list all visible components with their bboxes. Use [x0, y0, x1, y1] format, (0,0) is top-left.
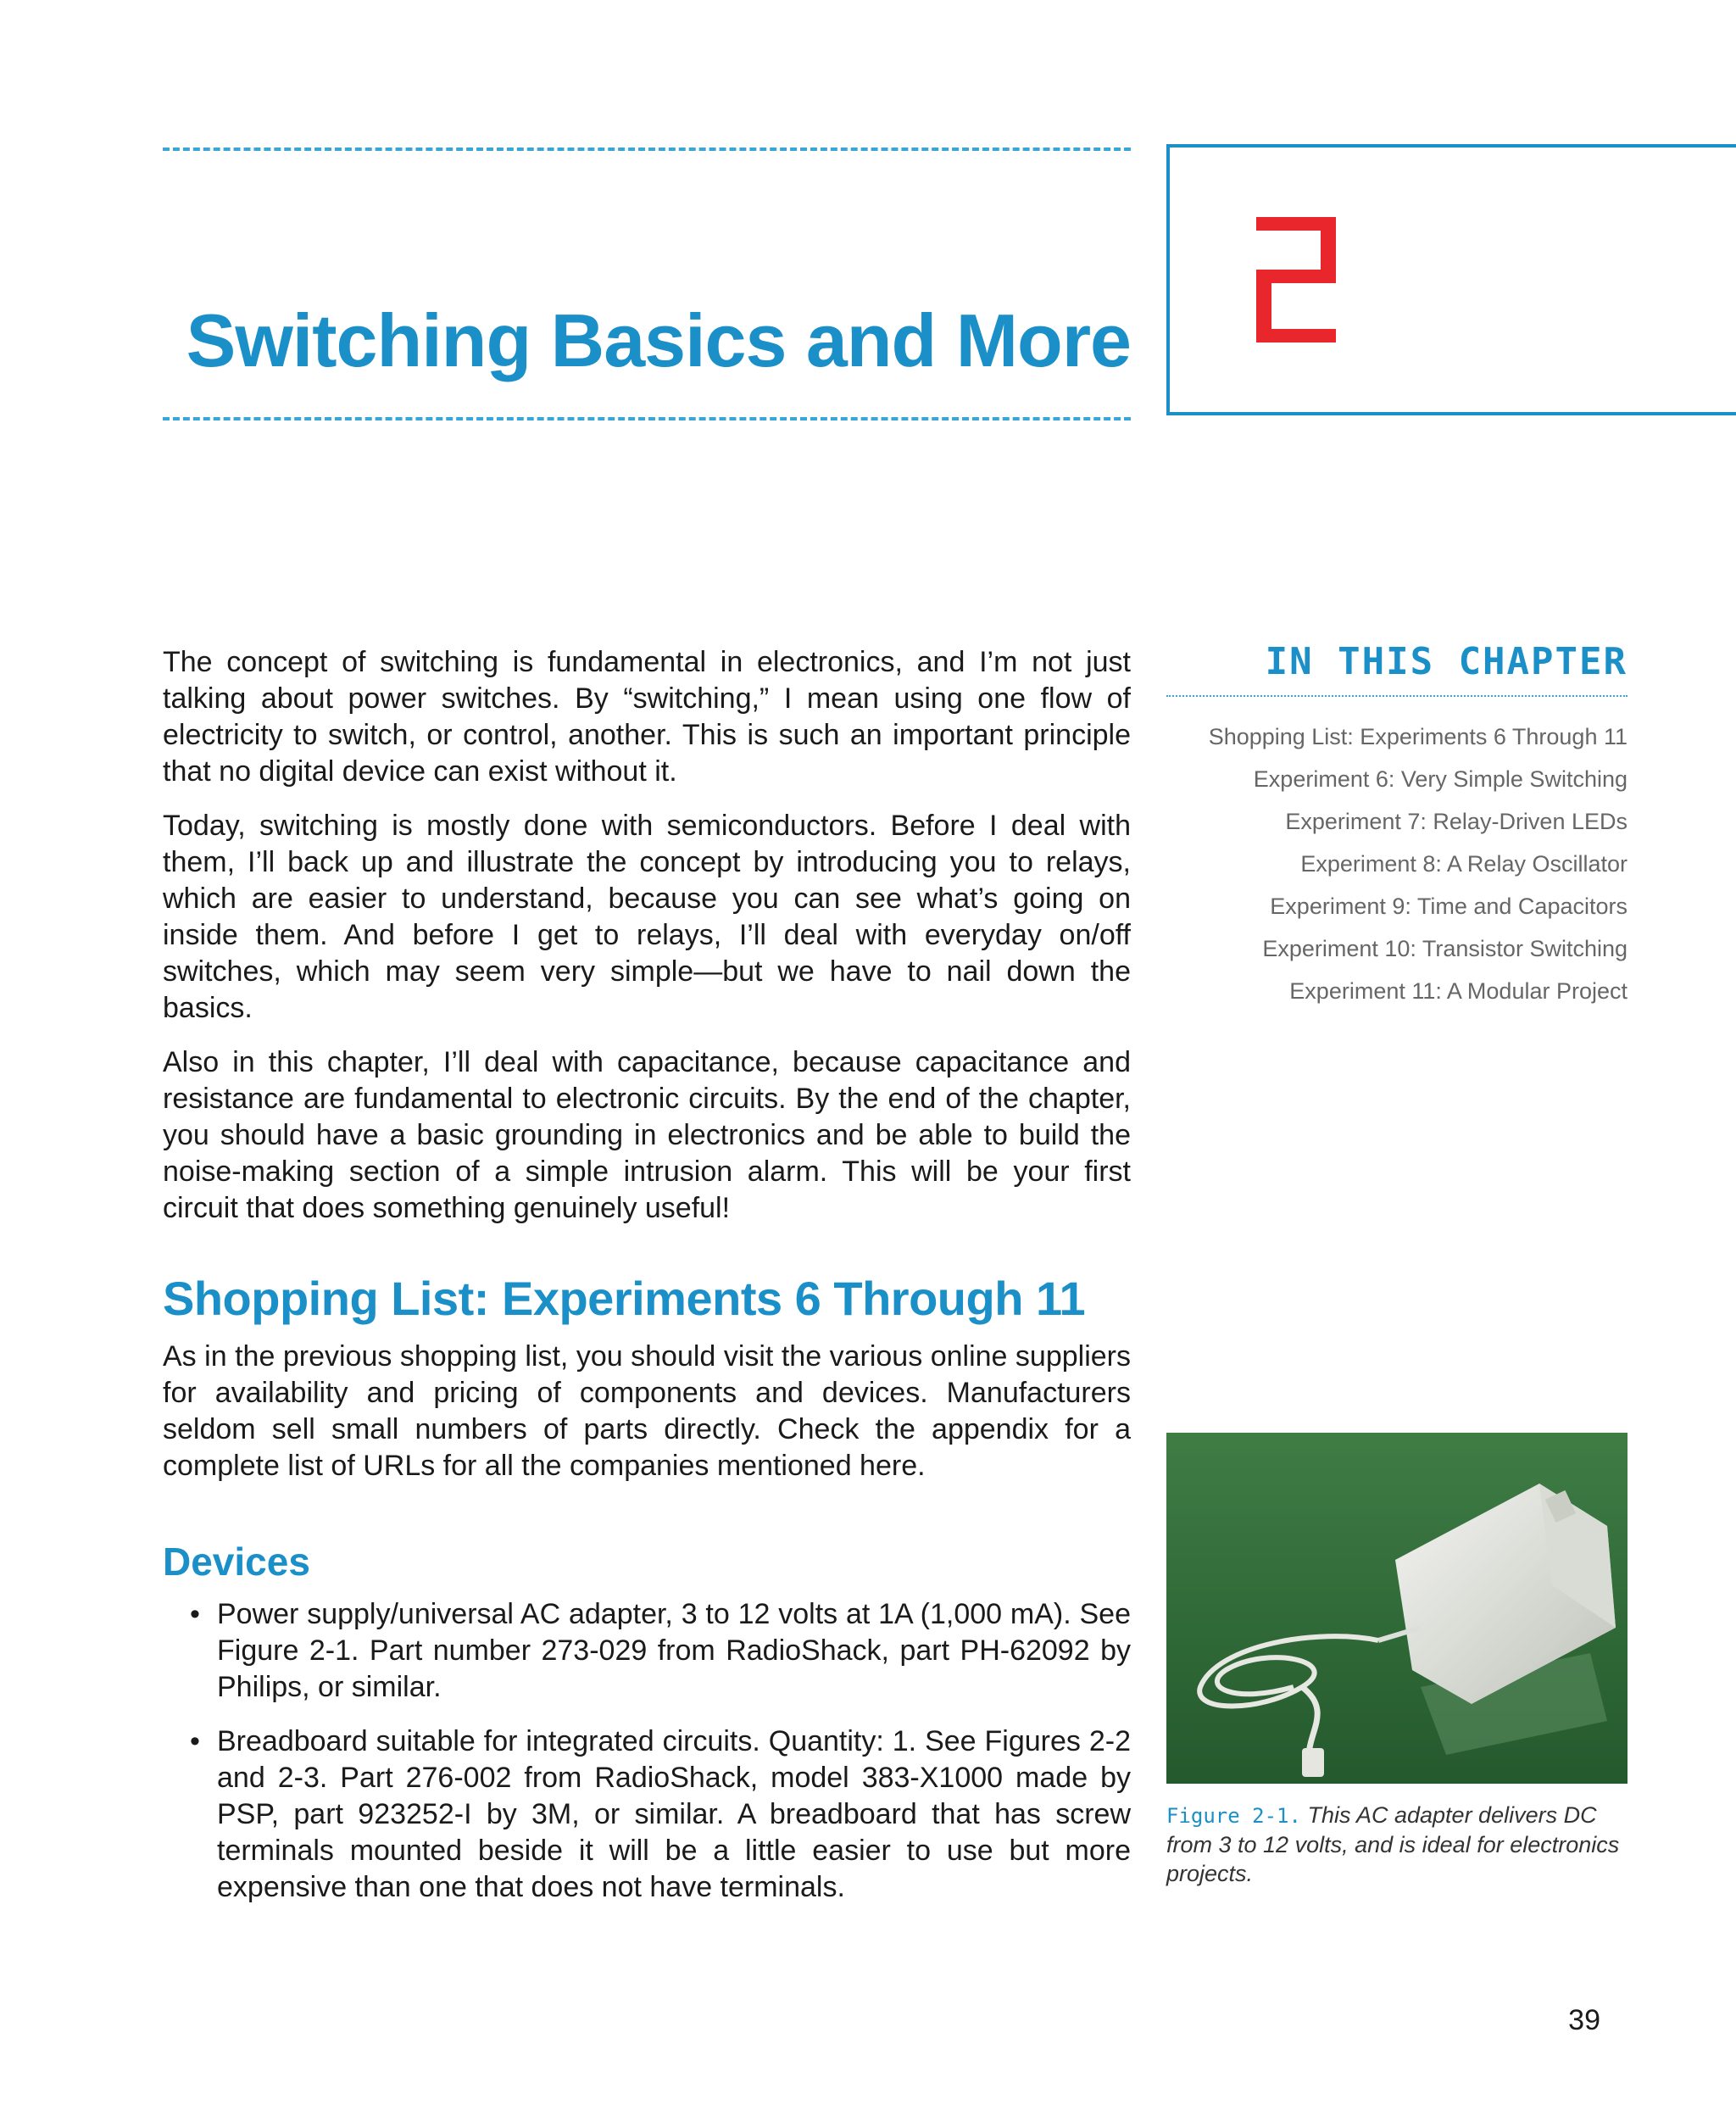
list-item-text: Power supply/universal AC adapter, 3 to 12 volts at 1A (1,000 mA). See Figure 2-1. Part number 273-029 from RadioShack, part PH-62092 by Philips, or similar. [217, 1598, 1131, 1703]
sidebar-item: Shopping List: Experiments 6 Through 11 [1208, 724, 1628, 749]
sidebar-item: Experiment 6: Very Simple Switching [1253, 766, 1628, 792]
chapter-number-digit [1256, 217, 1336, 342]
bullet: • [190, 1725, 200, 1757]
figure-ac-adapter-photo [1166, 1433, 1628, 1784]
bullet: • [190, 1598, 200, 1630]
chapter-title: Switching Basics and More [186, 298, 1131, 382]
main-text-column [163, 644, 1131, 1924]
intro-paragraph: Today, switching is mostly done with semiconductors. Before I deal with them, I’ll back up and illustrate the concept by introducing you to relays, which are easier to understand, because you can see what’s going on inside them. And before I get to relays, I’ll deal with everyday on/off switches, which may seem very simple—but we have to nail down the basics. [163, 810, 1131, 1024]
sidebar-list [1166, 716, 1628, 1012]
devices-list [163, 1596, 1131, 1906]
sidebar-item: Experiment 11: A Modular Project [1289, 978, 1628, 1004]
sidebar-item: Experiment 7: Relay-Driven LEDs [1285, 809, 1628, 834]
list-item-text: Breadboard suitable for integrated circuits. Quantity: 1. See Figures 2-2 and 2-3. Part 276-002 from RadioShack, model 383-X1000 made by PSP, part 923252-I by 3M, or similar. A breadboard that has screw terminals mounted beside it will be a little easier to use but more expensive than one that does not have terminals. [217, 1725, 1131, 1903]
list-item [163, 1723, 1131, 1906]
chapter-contents-sidebar [1166, 641, 1628, 1012]
chapter-number [1249, 212, 1343, 348]
header-rule-top [163, 148, 1131, 151]
header-rule-bottom [163, 417, 1131, 420]
sidebar-item: Experiment 8: A Relay Oscillator [1300, 851, 1628, 877]
shopping-list-paragraph: As in the previous shopping list, you should visit the various online suppliers for availability and pricing of components and devices. Manufacturers seldom sell small numbers of parts directly. Check the appendix for a complete list of URLs for all the companies mentioned here. [163, 1340, 1131, 1482]
shopping-list-heading: Shopping List: Experiments 6 Through 11 [163, 1272, 1086, 1325]
intro-paragraph: The concept of switching is fundamental in electronics, and I’m not just talking about power switches. By “switching,” I mean using one flow of electricity to switch, or control, another. This is such an important principle that no digital device can exist without it. [163, 646, 1131, 788]
list-item [163, 1596, 1131, 1706]
figure-caption [1166, 1801, 1628, 1888]
ac-adapter-illustration [1166, 1433, 1628, 1784]
sidebar-item: Experiment 9: Time and Capacitors [1270, 894, 1628, 919]
intro-paragraph: Also in this chapter, I’ll deal with capacitance, because capacitance and resistance are fundamental to electronic circuits. By the end of the chapter, you should have a basic grounding in electronics and be able to build the noise-making section of a simple intrusion alarm. This will be your first circuit that does something genuinely useful! [163, 1046, 1131, 1224]
sidebar-item: Experiment 10: Transistor Switching [1262, 936, 1628, 961]
page-number: 39 [1568, 2004, 1600, 2036]
sidebar-heading: IN THIS CHAPTER [1166, 641, 1628, 697]
figure-label: Figure 2-1. [1166, 1804, 1301, 1828]
figure-caption-text: This AC adapter delivers DC from 3 to 12 volts, and is ideal for electronics projects. [1166, 1802, 1620, 1886]
devices-heading: Devices [163, 1540, 310, 1584]
